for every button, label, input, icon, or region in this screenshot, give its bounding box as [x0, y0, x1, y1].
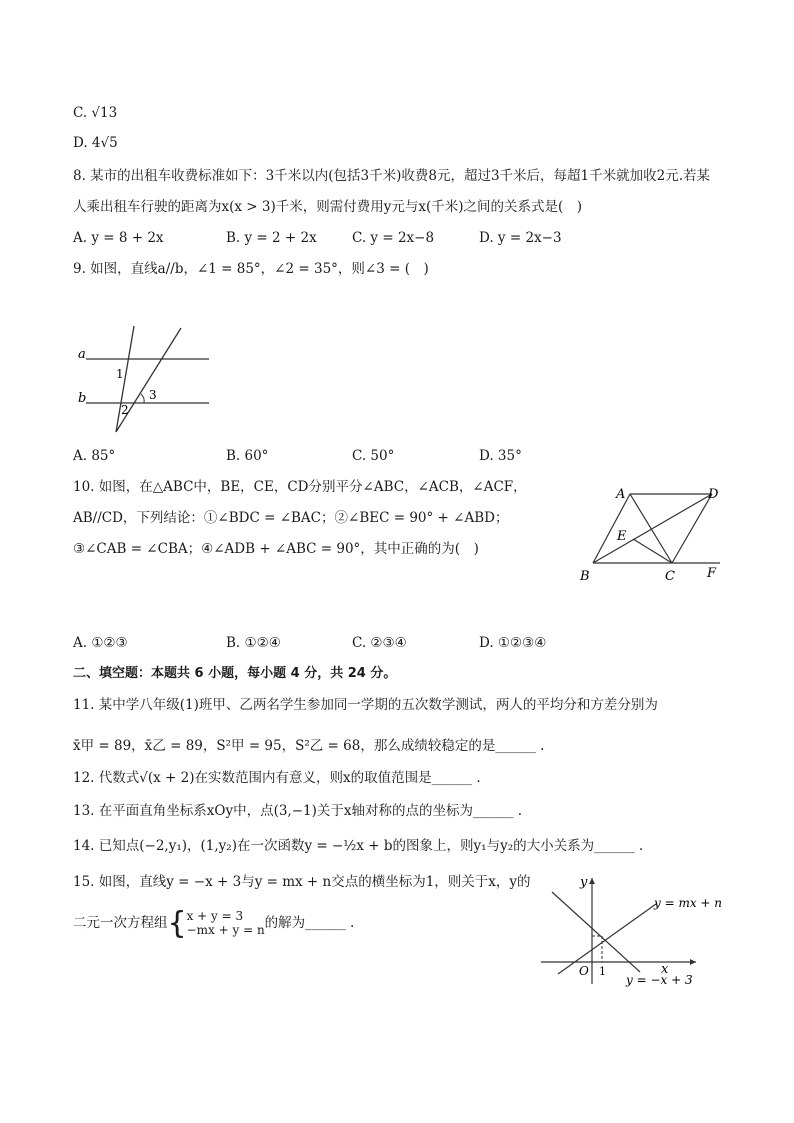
label-angle3: 3	[149, 388, 157, 402]
q15-system-prefix: 二元一次方程组	[73, 915, 168, 931]
label-E: E	[617, 529, 627, 544]
label-origin: O	[579, 964, 589, 978]
q15-system	[187, 909, 265, 937]
label-a: a	[78, 347, 86, 362]
q15-system-suffix: 的解为______ .	[264, 915, 355, 931]
q11-stem-line1: 11. 某中学八年级(1)班甲、乙两名学生参加同一学期的五次数学测试，两人的平均分和方差分别为	[73, 697, 658, 713]
q15-stem-line1: 15. 如图，直线y = −x + 3与y = mx + n交点的横坐标为1，则关于x，y的	[73, 874, 531, 890]
q12-stem: 12. 代数式√(x + 2)在实数范围内有意义，则x的取值范围是______ .	[73, 770, 481, 786]
q9-option-c: C. 50°	[352, 448, 395, 464]
label-x-axis: x	[661, 962, 669, 977]
q10-stem-line2: AB//CD，下列结论：①∠BDC = ∠BAC；②∠BEC = 90° + ∠ABD；	[73, 510, 509, 526]
label-A: A	[616, 487, 626, 502]
q8-option-d: D. y = 2x−3	[479, 230, 562, 246]
label-D: D	[708, 487, 719, 502]
q10-option-a: A. ①②③	[73, 635, 128, 651]
label-C: C	[665, 569, 675, 584]
q13-stem: 13. 在平面直角坐标系xOy中，点(3,−1)关于x轴对称的点的坐标为______ .	[73, 803, 523, 819]
label-angle1: 1	[116, 367, 124, 381]
q10-figure	[575, 484, 725, 584]
label-B: B	[580, 569, 590, 584]
q10-stem-line3: ③∠CAB = ∠CBA；④∠ADB + ∠ABC = 90°，其中正确的为( )	[73, 541, 479, 557]
q15-equation-2: −mx + y = n	[186, 923, 265, 937]
q10-option-d: D. ①②③④	[479, 635, 547, 651]
q11-stem-line2: x̄甲 = 89，x̄乙 = 89，S²甲 = 95，S²乙 = 68，那么成绩较稳定的是______ .	[73, 738, 545, 754]
label-F: F	[707, 566, 717, 581]
q9-option-d: D. 35°	[479, 448, 522, 464]
q8-stem-line1: 8. 某市的出租车收费标准如下：3千米以内(包括3千米)收费8元，超过3千米后，每超1千米就加收2元.若某	[73, 168, 711, 184]
label-y-axis: y	[580, 875, 588, 890]
graph-line-mx-n	[558, 904, 656, 974]
q9-option-a: A. 85°	[73, 448, 116, 464]
section-2-heading: 二、填空题：本题共 6 小题，每小题 4 分，共 24 分。	[73, 666, 397, 681]
angle3-arc	[141, 394, 144, 403]
q10-stem-line1: 10. 如图，在△ABC中，BE，CE，CD分别平分∠ABC，∠ACB，∠ACF，	[73, 479, 527, 495]
q10-option-b: B. ①②④	[226, 635, 281, 651]
q10-option-c: C. ②③④	[352, 635, 407, 651]
q15-brace: {	[167, 906, 187, 941]
label-line-neg-x: y = −x + 3	[626, 973, 693, 987]
q7-option-c: C. √13	[73, 105, 118, 121]
q8-option-b: B. y = 2 + 2x	[226, 230, 317, 246]
q15-equation-1: x + y = 3	[186, 909, 244, 923]
label-line-mx-n: y = mx + n	[654, 896, 723, 910]
q9-stem: 9. 如图，直线a//b，∠1 = 85°，∠2 = 35°，则∠3 = ( )	[73, 261, 429, 277]
q9-option-b: B. 60°	[226, 448, 269, 464]
q14-stem: 14. 已知点(−2,y₁)，(1,y₂)在一次函数y = −½x + b的图象上，则y₁与y₂的大小关系为______ .	[73, 838, 644, 854]
label-tick-1: 1	[599, 965, 606, 978]
q9-figure	[74, 322, 224, 437]
q8-option-a: A. y = 8 + 2x	[73, 230, 164, 246]
label-b: b	[78, 391, 87, 406]
q15-figure	[536, 872, 726, 987]
label-angle2: 2	[121, 403, 129, 417]
q8-option-c: C. y = 2x−8	[352, 230, 435, 246]
q7-option-d: D. 4√5	[73, 135, 118, 151]
q8-stem-line2: 人乘出租车行驶的距离为x(x > 3)千米，则需付费用y元与x(千米)之间的关系式是( )	[73, 199, 583, 215]
graph-line-neg	[552, 892, 640, 972]
q15-stem-line2	[73, 906, 355, 941]
